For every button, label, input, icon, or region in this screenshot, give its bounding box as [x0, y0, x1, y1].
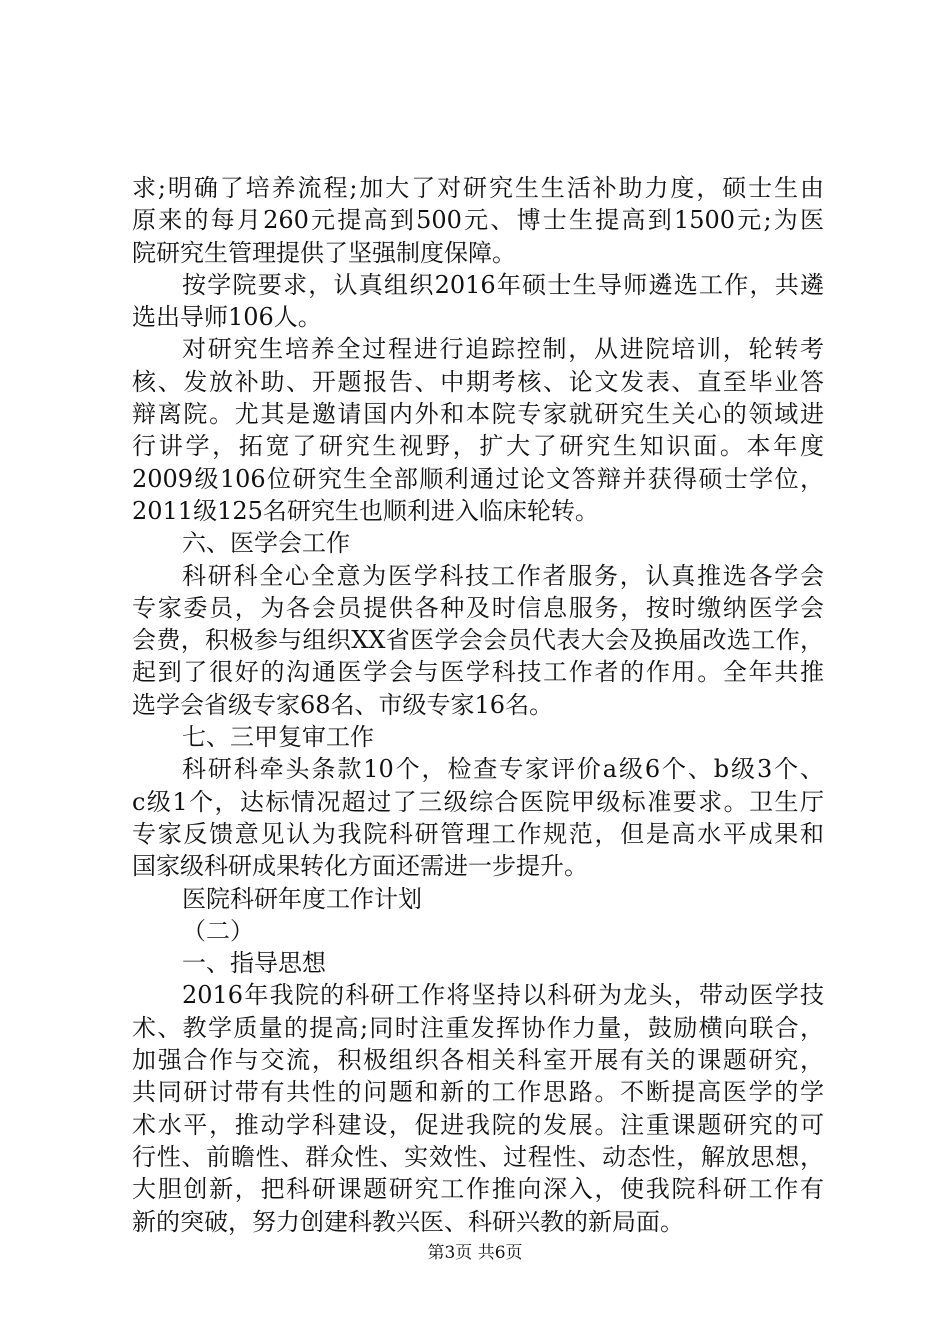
text-line: 专家委员，为各会员提供各种及时信息服务，按时缴纳医学会 [132, 593, 824, 622]
text-line: 2011级125名研究生也顺利进入临床轮转。 [132, 496, 599, 525]
text-line: 求;明确了培养流程;加大了对研究生生活补助力度，硕士生由 [132, 174, 824, 202]
text-line: 按学院要求，认真组织2016年硕士生导师遴选工作，共遴 [182, 270, 824, 299]
text-line: 行讲学，拓宽了研究生视野，扩大了研究生知识面。本年度 [132, 432, 824, 461]
text-line: 六、医学会工作 [182, 529, 350, 558]
document-body [132, 172, 824, 1238]
text-line: 加强合作与交流，积极组织各相关科室开展有关的课题研究， [132, 1046, 824, 1075]
text-line: 核、发放补助、开题报告、中期考核、论文发表、直至毕业答 [132, 367, 824, 396]
text-line: 选学会省级专家68名、市级专家16名。 [132, 690, 554, 719]
text-line: 院研究生管理提供了坚强制度保障。 [132, 238, 516, 267]
text-line: 专家反馈意见认为我院科研管理工作规范，但是高水平成果和 [132, 819, 824, 848]
text-line: 术水平，推动学科建设，促进我院的发展。注重课题研究的可 [132, 1110, 824, 1139]
text-line: 选出导师106人。 [132, 303, 322, 332]
text-line: （二） [182, 916, 254, 945]
text-line: 2016年我院的科研工作将坚持以科研为龙头，带动医学技 [182, 981, 824, 1010]
text-line: 国家级科研成果转化方面还需进一步提升。 [132, 852, 588, 881]
text-line: c级1个，达标情况超过了三级综合医院甲级标准要求。卫生厅 [132, 787, 824, 816]
text-line: 科研科全心全意为医学科技工作者服务，认真推选各学会 [182, 561, 824, 590]
text-line: 2009级106位研究生全部顺利通过论文答辩并获得硕士学位， [132, 464, 824, 493]
text-line: 术、教学质量的提高;同时注重发挥协作力量，鼓励横向联合， [132, 1013, 824, 1042]
text-line: 七、三甲复审工作 [182, 723, 374, 752]
text-line: 新的突破，努力创建科教兴医、科研兴教的新局面。 [132, 1207, 684, 1236]
text-line: 会费，积极参与组织XX省医学会会员代表大会及换届改选工作， [132, 626, 824, 655]
text-line: 科研科牵头条款10个，检查专家评价a级6个、b级3个、 [182, 755, 824, 784]
text-line: 对研究生培养全过程进行追踪控制，从进院培训，轮转考 [182, 335, 824, 364]
text-line: 大胆创新，把科研课题研究工作推向深入，使我院科研工作有 [132, 1175, 824, 1204]
text-line: 共同研讨带有共性的问题和新的工作思路。不断提高医学的学 [132, 1078, 824, 1107]
text-line: 医院科研年度工作计划 [182, 884, 422, 913]
text-line: 行性、前瞻性、群众性、实效性、过程性、动态性，解放思想， [132, 1142, 824, 1171]
text-line: 辩离院。尤其是邀请国内外和本院专家就研究生关心的领域进 [132, 400, 824, 429]
text-line: 起到了很好的沟通医学会与医学科技工作者的作用。全年共推 [132, 658, 824, 687]
text-line: 原来的每月260元提高到500元、博士生提高到1500元;为医 [132, 206, 824, 235]
page-footer: 第3页 共6页 [427, 1243, 523, 1263]
text-line: 一、指导思想 [182, 949, 326, 978]
